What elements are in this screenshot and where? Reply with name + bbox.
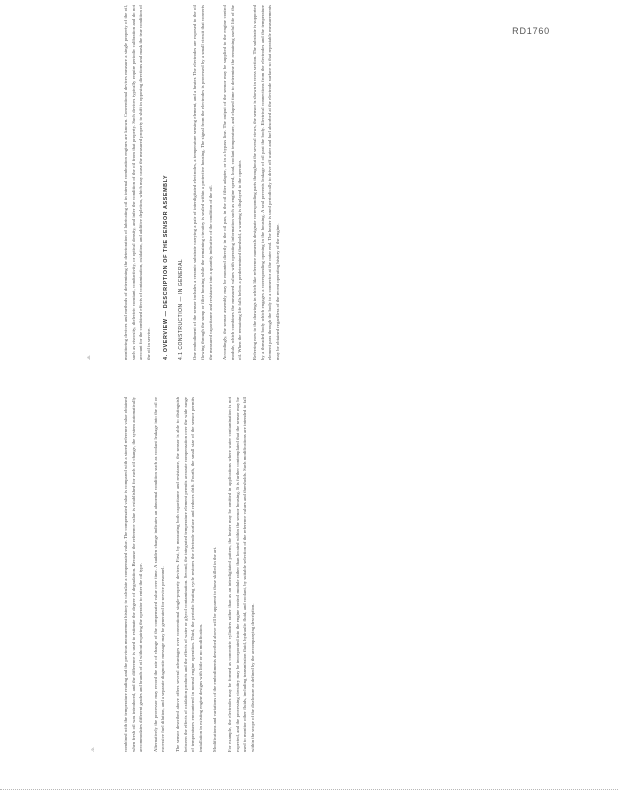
body-paragraph: One embodiment of the sensor includes a ceramic substrate carrying a pair of interdigitated electrodes, a temperature sensing element, and a heater. The electrodes are exposed to the oil flowing through the sump or filter housing while the remaining circuitry is sealed within a protective housing. The signal from the electrodes is processed by a small circuit that converts the measured capacitance and resistance into a quantity indicative of the condition of the oil. xyxy=(192,5,213,360)
left-text-column xyxy=(122,5,288,360)
rotated-page-content xyxy=(50,5,570,780)
body-paragraph: combined with the temperature reading and the previous measurement history to calculate a compensated value. The compensated value is compared with a stored reference value obtained when fresh oil was introduced, and the difference is used to estimate the degree of degradation. Because the reference value is established for each oil change, the system automatically accommodates different grades and brands of oil without requiring the operator to enter the oil type. xyxy=(123,397,144,752)
intro-paragraph: monitoring devices and methods of determining the deterioration of lubricating oil in internal combustion engines are known. Conventional devices measure a single property of the oil, such as viscosity, dielectric constant, conductivity, or optical density, and infer the condition of the oil from that property. Such devices typically require periodic calibration and do not account for the combined effects of contamination, oxidation, and additive depletion, which may cause the measured property to shift in opposing directions and mask the true condition of the oil in service. xyxy=(123,5,151,360)
document-number: RD1760 xyxy=(512,26,550,36)
body-paragraph: Accordingly, the sensor assembly may be mounted directly in the oil pan, in the oil filter adapter, or in a bypass line. The output of the sensor may be supplied to the engine control module, which combines the measured values with operating information such as engine speed, load, coolant temperature, and elapsed time to determine the remaining useful life of the oil. When the remaining life falls below a predetermined threshold, a warning is displayed to the operator. xyxy=(222,5,243,360)
page-bottom-rule xyxy=(0,789,618,790)
subsection-heading: 4.1 CONSTRUCTION — IN GENERAL xyxy=(178,258,185,360)
body-paragraph: For example, the electrodes may be formed as concentric cylinders rather than as an interdigitated pattern, the heater may be omitted in applications where water contamination is not expected, and the processing circuitry may be incorporated into the engine control module rather than located within the sensor housing. It is further contemplated that the sensor may be used to monitor other fluids, including transmission fluid, hydraulic fluid, and coolant, by suitable selection of the reference values and thresholds. Such modifications are intended to fall within the scope of the disclosure as defined by the accompanying description. xyxy=(226,397,255,752)
body-paragraph: Modifications and variations of the embodiments described above will be apparent to those skilled in the art. xyxy=(212,546,218,752)
right-text-column xyxy=(122,397,263,752)
body-paragraph: Alternatively the processor may record the rate of change of the compensated value over time. A sudden change indicates an abnormal condition such as coolant leakage into the oil or excessive fuel dilution, and a separate diagnostic message may be generated for service personnel. xyxy=(152,397,166,752)
left-page-mark: -8- xyxy=(86,355,91,360)
body-paragraph: The sensor described above offers several advantages over conventional single-property devices. First, by measuring both capacitance and resistance, the sensor is able to distinguish between the effects of oxidation products and the effects of water or glycol contamination. Second, the integrated temperature element permits accurate compensation over the wide range of temperatures encountered in normal engine operation. Third, the periodic heating cycle restores the electrode surface and reduces drift. Fourth, the small size of the sensor permits installation in existing engine designs with little or no modification. xyxy=(174,397,203,752)
body-paragraph: Referring now to the drawings in which like reference numerals designate corresponding parts throughout the several views, the sensor is shown in cross section. The substrate is supported by a threaded body which engages a corresponding opening in the housing. A seal prevents leakage of oil past the body. Electrical connections from the electrodes and the temperature element pass through the body to a connector at the outer end. The heater is used periodically to drive off water and fuel absorbed at the electrode surface so that repeatable measurements may be obtained regardless of the recent operating history of the engine. xyxy=(251,5,280,360)
right-page-mark: -9- xyxy=(90,747,95,752)
section-heading: 4. OVERVIEW — DESCRIPTION OF THE SENSOR ASSEMBLY xyxy=(163,174,170,360)
